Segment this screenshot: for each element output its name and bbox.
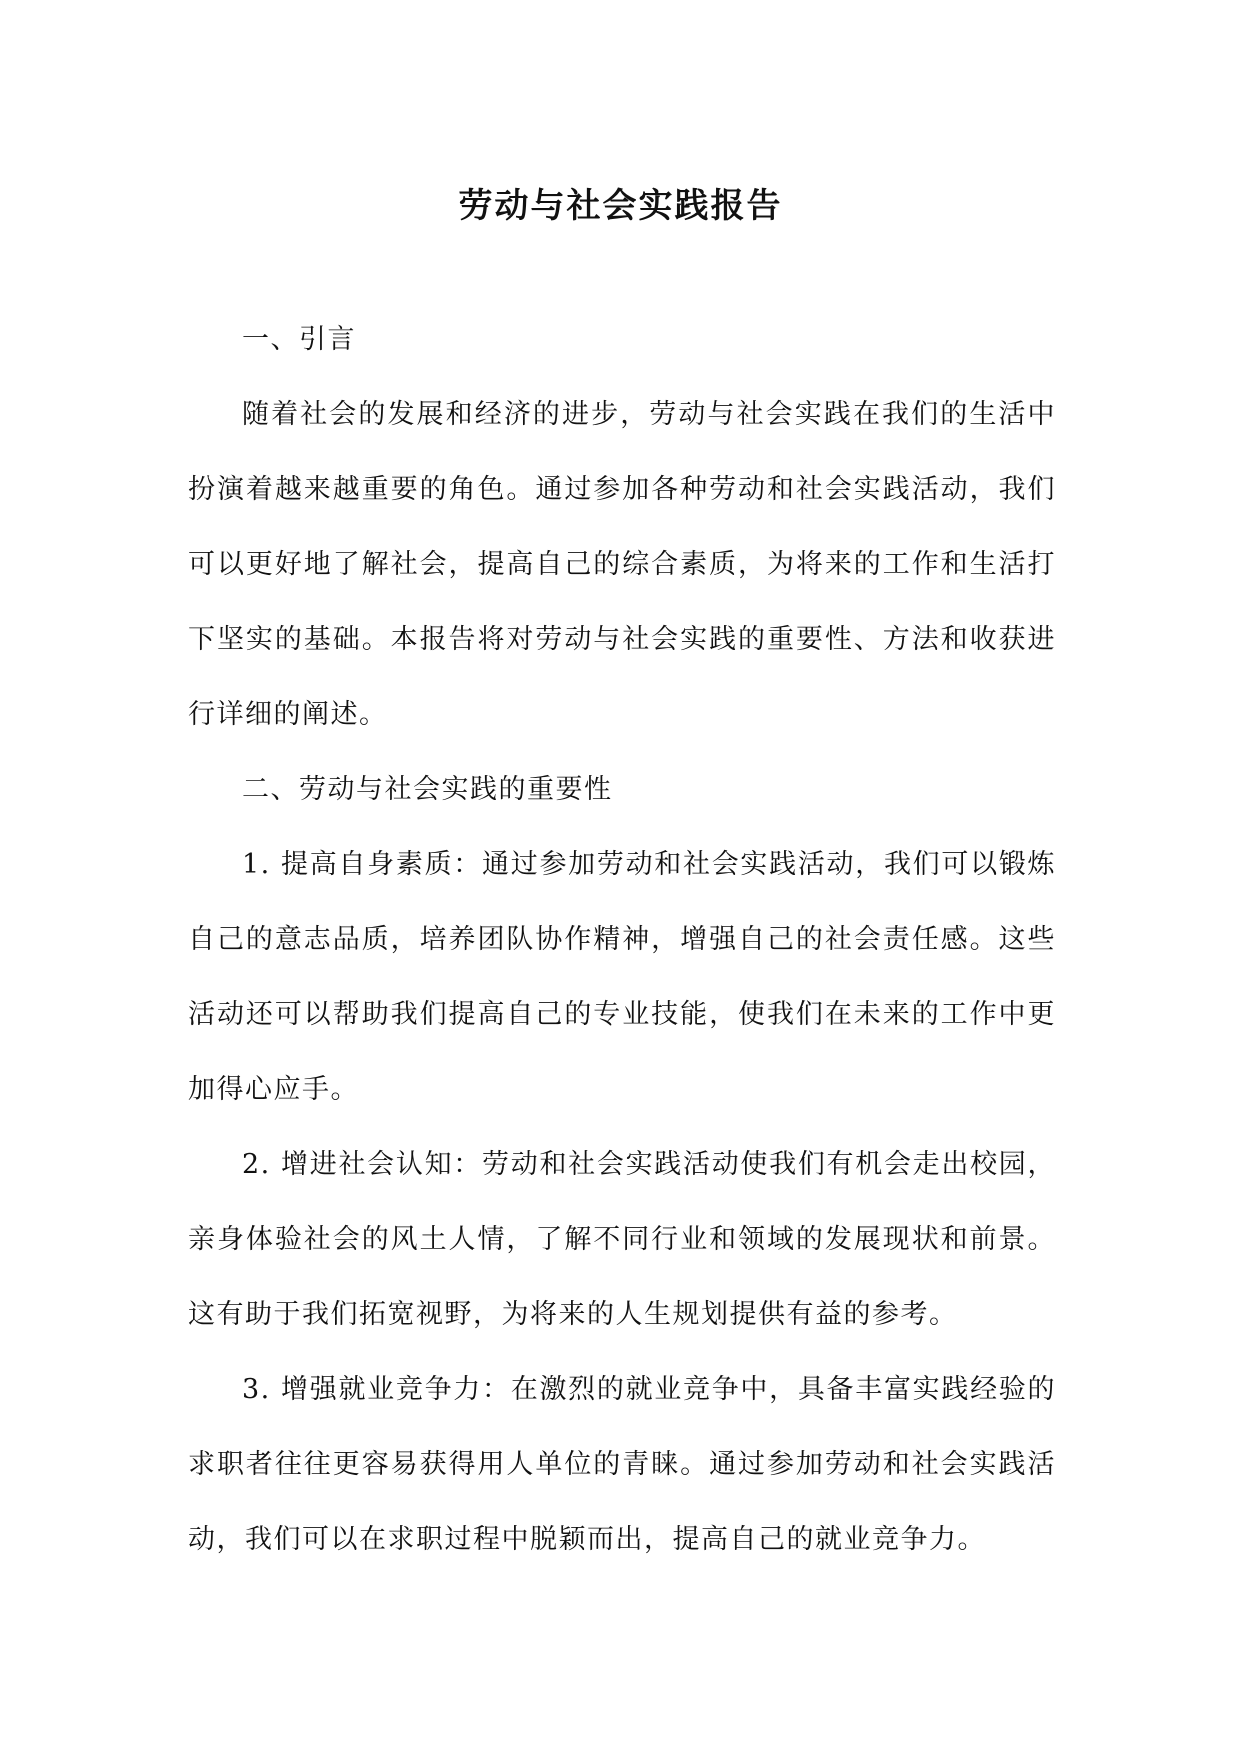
paragraph-point-3: 3. 增强就业竞争力：在激烈的就业竞争中，具备丰富实践经验的求职者往往更容易获得用人单位的青睐。通过参加劳动和社会实践活动，我们可以在求职过程中脱颖而出，提高自己的就业竞争力。 <box>188 1374 1056 1555</box>
paragraph-point-2: 2. 增进社会认知：劳动和社会实践活动使我们有机会走出校园，亲身体验社会的风土人情，了解不同行业和领域的发展现状和前景。这有助于我们拓宽视野，为将来的人生规划提供有益的参考。 <box>188 1149 1056 1330</box>
document-title: 劳动与社会实践报告 <box>458 186 783 226</box>
section-heading-importance: 二、劳动与社会实践的重要性 <box>242 774 613 805</box>
paragraph-introduction: 随着社会的发展和经济的进步，劳动与社会实践在我们的生活中扮演着越来越重要的角色。通过参加各种劳动和社会实践活动，我们可以更好地了解社会，提高自己的综合素质，为将来的工作和生活打下坚实的基础。本报告将对劳动与社会实践的重要性、方法和收获进行详细的阐述。 <box>188 399 1056 730</box>
paragraph-point-1: 1. 提高自身素质：通过参加劳动和社会实践活动，我们可以锻炼自己的意志品质，培养团队协作精神，增强自己的社会责任感。这些活动还可以帮助我们提高自己的专业技能，使我们在未来的工作中更加得心应手。 <box>188 849 1056 1105</box>
section-heading-introduction: 一、引言 <box>242 324 356 355</box>
document-body <box>188 302 1056 1577</box>
